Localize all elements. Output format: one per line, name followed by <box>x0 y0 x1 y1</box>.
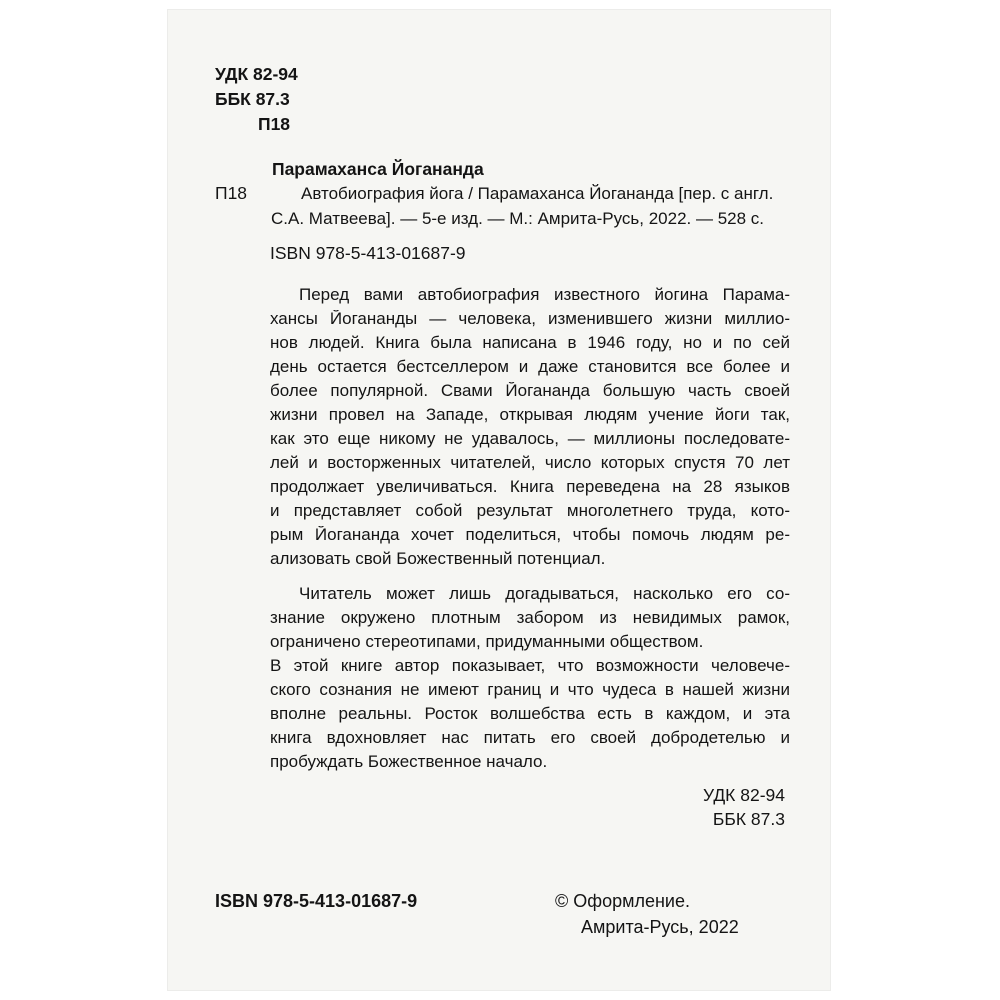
footer-copyright-line2: Амрита-Русь, 2022 <box>581 917 739 937</box>
annotation-line: более популярной. Свами Йогананда большую часть своей <box>270 382 790 400</box>
header-code: П18 <box>258 114 291 134</box>
citation-line: Автобиография йога / Парамаханса Йогананда [пер. с англ. <box>301 184 774 203</box>
annotation-line: продолжает увеличиваться. Книга переведена на 28 языков <box>270 478 790 496</box>
citation-line: С.А. Матвеева]. — 5-е изд. — М.: Амрита-Русь, 2022. — 528 с. <box>271 209 765 228</box>
classification-udk: УДК 82-94 <box>703 785 785 805</box>
author-heading: Парамаханса Йогананда <box>272 159 484 179</box>
annotation-line: как это еще никому не удавалось, — миллионы последовате- <box>270 430 790 448</box>
annotation-line: пробуждать Божественное начало. <box>270 752 548 771</box>
footer-copyright-line1: © Оформление. <box>555 891 690 911</box>
annotation-line: Перед вами автобиография известного йогина Парама- <box>299 286 790 304</box>
annotation-line: день остается бестселлером и даже становится все более и <box>270 358 790 376</box>
annotation-line: рым Йогананда хочет поделиться, чтобы помочь людям ре- <box>270 526 790 544</box>
annotation-line: ализовать свой Божественный потенциал. <box>270 549 606 568</box>
annotation-line: жизни провел на Западе, открывая людям учение йоги так, <box>270 406 790 424</box>
annotation-line: ского сознания не имеют границ и что чудеса в нашей жизни <box>270 681 790 699</box>
annotation-line: В этой книге автор показывает, что возможности человече- <box>270 657 790 675</box>
annotation-line: книга вдохновляет нас питать его своей добродетелью и <box>270 729 790 747</box>
annotation-line: хансы Йогананды — человека, изменившего жизни миллио- <box>270 310 790 328</box>
footer-isbn: ISBN 978-5-413-01687-9 <box>215 891 418 911</box>
entry-code: П18 <box>215 183 248 203</box>
annotation-line: Читатель может лишь догадываться, насколько его со- <box>299 585 790 603</box>
annotation-line: вполне реальны. Росток волшебства есть в каждом, и эта <box>270 705 790 723</box>
annotation-line: и представляет собой результат многолетнего труда, кото- <box>270 502 790 520</box>
header-bbk: ББК 87.3 <box>215 89 290 109</box>
header-udk: УДК 82-94 <box>215 64 298 84</box>
annotation-line: ограничено стереотипами, придуманными обществом. <box>270 632 704 651</box>
book-page <box>168 10 830 990</box>
annotation-line: знание окружено плотным забором из невидимых рамок, <box>270 609 790 627</box>
entry-isbn: ISBN 978-5-413-01687-9 <box>270 243 466 263</box>
classification-bbk: ББК 87.3 <box>712 809 785 829</box>
annotation-line: нов людей. Книга была написана в 1946 году, но и по сей <box>270 334 790 352</box>
annotation-line: лей и восторженных читателей, число которых спустя 70 лет <box>270 454 790 472</box>
